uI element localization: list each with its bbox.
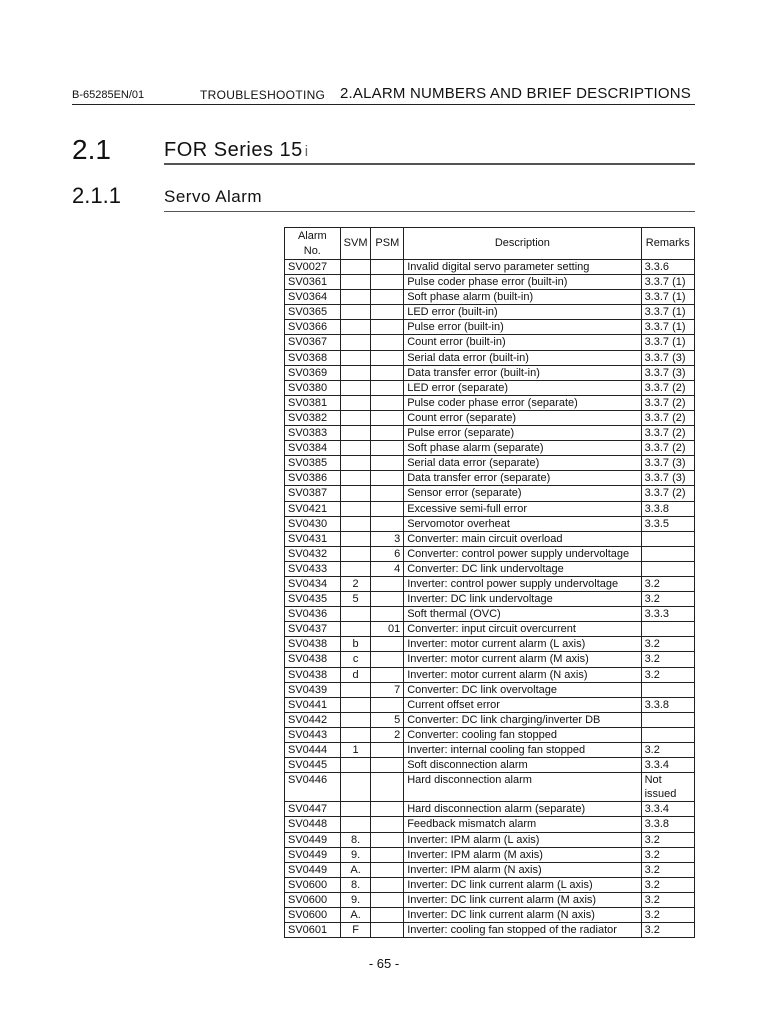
table-row bbox=[285, 802, 695, 817]
psm-cell bbox=[371, 290, 404, 305]
section-title-suffix: i bbox=[304, 143, 309, 160]
alarm-number-cell: SV0439 bbox=[285, 682, 341, 697]
remarks-cell: 3.3.3 bbox=[641, 607, 694, 622]
table-row bbox=[285, 260, 695, 275]
header-divider bbox=[72, 104, 695, 105]
svm-cell bbox=[340, 335, 371, 350]
subsection-number: 2.1.1 bbox=[72, 183, 121, 208]
svm-cell bbox=[340, 471, 371, 486]
remarks-cell: 3.3.7 (2) bbox=[641, 380, 694, 395]
alarm-number-cell: SV0449 bbox=[285, 862, 341, 877]
remarks-cell: 3.2 bbox=[641, 743, 694, 758]
svm-cell: A. bbox=[340, 908, 371, 923]
description-cell: Inverter: DC link current alarm (N axis) bbox=[404, 908, 641, 923]
psm-cell bbox=[371, 516, 404, 531]
psm-cell bbox=[371, 817, 404, 832]
table-row bbox=[285, 892, 695, 907]
description-cell: Invalid digital servo parameter setting bbox=[404, 260, 641, 275]
psm-cell bbox=[371, 275, 404, 290]
description-cell: Converter: main circuit overload bbox=[404, 531, 641, 546]
table-row bbox=[285, 380, 695, 395]
description-cell: Converter: input circuit overcurrent bbox=[404, 622, 641, 637]
remarks-cell: 3.3.7 (2) bbox=[641, 486, 694, 501]
svm-cell bbox=[340, 758, 371, 773]
table-row bbox=[285, 847, 695, 862]
svm-cell bbox=[340, 682, 371, 697]
remarks-cell: 3.3.7 (2) bbox=[641, 426, 694, 441]
header-svm: SVM bbox=[340, 228, 371, 260]
svm-cell: 9. bbox=[340, 892, 371, 907]
table-row bbox=[285, 410, 695, 425]
psm-cell bbox=[371, 335, 404, 350]
psm-cell bbox=[371, 576, 404, 591]
description-cell: Pulse error (separate) bbox=[404, 426, 641, 441]
alarm-number-cell: SV0600 bbox=[285, 892, 341, 907]
table-row bbox=[285, 592, 695, 607]
alarm-number-cell: SV0383 bbox=[285, 426, 341, 441]
table-row bbox=[285, 290, 695, 305]
table-row bbox=[285, 743, 695, 758]
psm-cell bbox=[371, 877, 404, 892]
table-row bbox=[285, 350, 695, 365]
table-row bbox=[285, 395, 695, 410]
table-row bbox=[285, 305, 695, 320]
description-cell: Soft thermal (OVC) bbox=[404, 607, 641, 622]
alarm-number-cell: SV0369 bbox=[285, 365, 341, 380]
svm-cell bbox=[340, 607, 371, 622]
description-cell: Serial data error (separate) bbox=[404, 456, 641, 471]
psm-cell bbox=[371, 802, 404, 817]
table-row bbox=[285, 923, 695, 938]
alarm-number-cell: SV0365 bbox=[285, 305, 341, 320]
svm-cell bbox=[340, 395, 371, 410]
remarks-cell bbox=[641, 622, 694, 637]
page-number: - 65 - bbox=[368, 956, 400, 971]
remarks-cell: 3.2 bbox=[641, 908, 694, 923]
header-remarks: Remarks bbox=[641, 228, 694, 260]
svm-cell bbox=[340, 546, 371, 561]
alarm-number-cell: SV0367 bbox=[285, 335, 341, 350]
alarm-number-cell: SV0433 bbox=[285, 561, 341, 576]
psm-cell: 2 bbox=[371, 727, 404, 742]
alarm-number-cell: SV0386 bbox=[285, 471, 341, 486]
psm-cell bbox=[371, 847, 404, 862]
alarm-number-cell: SV0447 bbox=[285, 802, 341, 817]
svm-cell bbox=[340, 320, 371, 335]
remarks-cell bbox=[641, 712, 694, 727]
remarks-cell: 3.2 bbox=[641, 923, 694, 938]
description-cell: Excessive semi-full error bbox=[404, 501, 641, 516]
table-row bbox=[285, 486, 695, 501]
psm-cell bbox=[371, 923, 404, 938]
alarm-number-cell: SV0445 bbox=[285, 758, 341, 773]
psm-cell bbox=[371, 697, 404, 712]
alarm-number-cell: SV0366 bbox=[285, 320, 341, 335]
table-row bbox=[285, 697, 695, 712]
description-cell: Pulse error (built-in) bbox=[404, 320, 641, 335]
svm-cell bbox=[340, 516, 371, 531]
table-body bbox=[285, 260, 695, 938]
header-chapter-title: 2.ALARM NUMBERS AND BRIEF DESCRIPTIONS bbox=[340, 85, 691, 102]
psm-cell: 01 bbox=[371, 622, 404, 637]
table-row bbox=[285, 908, 695, 923]
svm-cell: 8. bbox=[340, 832, 371, 847]
psm-cell bbox=[371, 410, 404, 425]
description-cell: Feedback mismatch alarm bbox=[404, 817, 641, 832]
svm-cell bbox=[340, 260, 371, 275]
table-row bbox=[285, 817, 695, 832]
table-row bbox=[285, 426, 695, 441]
description-cell: Servomotor overheat bbox=[404, 516, 641, 531]
remarks-cell: 3.3.7 (1) bbox=[641, 305, 694, 320]
svm-cell: A. bbox=[340, 862, 371, 877]
svm-cell: c bbox=[340, 652, 371, 667]
table-row bbox=[285, 471, 695, 486]
header-description: Description bbox=[404, 228, 641, 260]
remarks-cell: 3.3.7 (1) bbox=[641, 290, 694, 305]
psm-cell bbox=[371, 486, 404, 501]
svm-cell bbox=[340, 622, 371, 637]
svm-cell bbox=[340, 727, 371, 742]
table-row bbox=[285, 516, 695, 531]
description-cell: Data transfer error (built-in) bbox=[404, 365, 641, 380]
table-row bbox=[285, 652, 695, 667]
svm-cell: d bbox=[340, 667, 371, 682]
alarm-number-cell: SV0385 bbox=[285, 456, 341, 471]
description-cell: Inverter: cooling fan stopped of the radiator bbox=[404, 923, 641, 938]
remarks-cell bbox=[641, 561, 694, 576]
description-cell: Inverter: DC link undervoltage bbox=[404, 592, 641, 607]
section-number: 2.1 bbox=[72, 134, 111, 165]
psm-cell bbox=[371, 667, 404, 682]
alarm-number-cell: SV0384 bbox=[285, 441, 341, 456]
psm-cell bbox=[371, 607, 404, 622]
alarm-number-cell: SV0443 bbox=[285, 727, 341, 742]
description-cell: Converter: control power supply undervoltage bbox=[404, 546, 641, 561]
description-cell: Inverter: IPM alarm (N axis) bbox=[404, 862, 641, 877]
header-psm: PSM bbox=[371, 228, 404, 260]
table-row bbox=[285, 561, 695, 576]
remarks-cell: 3.3.7 (3) bbox=[641, 365, 694, 380]
svm-cell: 9. bbox=[340, 847, 371, 862]
psm-cell bbox=[371, 456, 404, 471]
remarks-cell: 3.2 bbox=[641, 652, 694, 667]
remarks-cell bbox=[641, 727, 694, 742]
psm-cell bbox=[371, 471, 404, 486]
alarm-number-cell: SV0442 bbox=[285, 712, 341, 727]
table-row bbox=[285, 682, 695, 697]
remarks-cell: 3.2 bbox=[641, 892, 694, 907]
table-row bbox=[285, 576, 695, 591]
svm-cell: 5 bbox=[340, 592, 371, 607]
remarks-cell: 3.3.8 bbox=[641, 817, 694, 832]
remarks-cell: 3.2 bbox=[641, 667, 694, 682]
remarks-cell: 3.3.7 (3) bbox=[641, 350, 694, 365]
alarm-number-cell: SV0446 bbox=[285, 773, 341, 802]
alarm-number-cell: SV0438 bbox=[285, 652, 341, 667]
svm-cell bbox=[340, 817, 371, 832]
svm-cell: F bbox=[340, 923, 371, 938]
section-divider bbox=[164, 163, 695, 165]
alarm-number-cell: SV0368 bbox=[285, 350, 341, 365]
description-cell: Count error (separate) bbox=[404, 410, 641, 425]
description-cell: Serial data error (built-in) bbox=[404, 350, 641, 365]
table-row bbox=[285, 712, 695, 727]
remarks-cell: Not issued bbox=[641, 773, 694, 802]
psm-cell bbox=[371, 260, 404, 275]
psm-cell bbox=[371, 832, 404, 847]
psm-cell bbox=[371, 743, 404, 758]
remarks-cell bbox=[641, 546, 694, 561]
description-cell: Converter: cooling fan stopped bbox=[404, 727, 641, 742]
psm-cell: 3 bbox=[371, 531, 404, 546]
remarks-cell: 3.3.7 (3) bbox=[641, 471, 694, 486]
table-row bbox=[285, 335, 695, 350]
table-header-row bbox=[285, 228, 695, 260]
table-row bbox=[285, 773, 695, 802]
alarm-number-cell: SV0380 bbox=[285, 380, 341, 395]
alarm-number-cell: SV0387 bbox=[285, 486, 341, 501]
svm-cell bbox=[340, 501, 371, 516]
remarks-cell: 3.3.7 (1) bbox=[641, 335, 694, 350]
psm-cell bbox=[371, 426, 404, 441]
remarks-cell: 3.2 bbox=[641, 847, 694, 862]
svm-cell bbox=[340, 426, 371, 441]
alarm-number-cell: SV0421 bbox=[285, 501, 341, 516]
table-row bbox=[285, 365, 695, 380]
alarm-number-cell: SV0437 bbox=[285, 622, 341, 637]
description-cell: Count error (built-in) bbox=[404, 335, 641, 350]
description-cell: Inverter: DC link current alarm (M axis) bbox=[404, 892, 641, 907]
table-row bbox=[285, 637, 695, 652]
table-row bbox=[285, 727, 695, 742]
remarks-cell: 3.3.7 (1) bbox=[641, 320, 694, 335]
remarks-cell: 3.3.7 (1) bbox=[641, 275, 694, 290]
psm-cell bbox=[371, 862, 404, 877]
alarm-number-cell: SV0382 bbox=[285, 410, 341, 425]
table-row bbox=[285, 546, 695, 561]
svm-cell bbox=[340, 531, 371, 546]
table-header bbox=[285, 228, 695, 260]
psm-cell: 4 bbox=[371, 561, 404, 576]
remarks-cell: 3.3.8 bbox=[641, 501, 694, 516]
svm-cell bbox=[340, 365, 371, 380]
psm-cell bbox=[371, 395, 404, 410]
remarks-cell bbox=[641, 531, 694, 546]
psm-cell: 7 bbox=[371, 682, 404, 697]
description-cell: Inverter: IPM alarm (M axis) bbox=[404, 847, 641, 862]
alarm-number-cell: SV0432 bbox=[285, 546, 341, 561]
description-cell: Inverter: motor current alarm (N axis) bbox=[404, 667, 641, 682]
psm-cell bbox=[371, 908, 404, 923]
remarks-cell: 3.2 bbox=[641, 862, 694, 877]
svm-cell bbox=[340, 441, 371, 456]
svm-cell bbox=[340, 561, 371, 576]
section-title bbox=[164, 139, 309, 162]
table-row bbox=[285, 531, 695, 546]
remarks-cell: 3.3.7 (2) bbox=[641, 441, 694, 456]
psm-cell bbox=[371, 365, 404, 380]
alarm-number-cell: SV0449 bbox=[285, 832, 341, 847]
psm-cell bbox=[371, 501, 404, 516]
description-cell: Soft phase alarm (built-in) bbox=[404, 290, 641, 305]
psm-cell bbox=[371, 305, 404, 320]
table-row bbox=[285, 607, 695, 622]
remarks-cell: 3.2 bbox=[641, 832, 694, 847]
alarm-number-cell: SV0600 bbox=[285, 908, 341, 923]
description-cell: Hard disconnection alarm (separate) bbox=[404, 802, 641, 817]
table-row bbox=[285, 275, 695, 290]
table-row bbox=[285, 832, 695, 847]
description-cell: Current offset error bbox=[404, 697, 641, 712]
servo-alarm-table bbox=[284, 227, 695, 938]
svm-cell bbox=[340, 712, 371, 727]
alarm-number-cell: SV0434 bbox=[285, 576, 341, 591]
description-cell: LED error (built-in) bbox=[404, 305, 641, 320]
svm-cell bbox=[340, 305, 371, 320]
remarks-cell: 3.2 bbox=[641, 592, 694, 607]
description-cell: Converter: DC link undervoltage bbox=[404, 561, 641, 576]
header-alarm-line2: No. bbox=[303, 245, 321, 257]
svm-cell: 1 bbox=[340, 743, 371, 758]
psm-cell bbox=[371, 350, 404, 365]
table-row bbox=[285, 456, 695, 471]
alarm-number-cell: SV0438 bbox=[285, 637, 341, 652]
table-row bbox=[285, 667, 695, 682]
svm-cell bbox=[340, 380, 371, 395]
header-alarm-line1: Alarm bbox=[297, 230, 327, 242]
alarm-number-cell: SV0449 bbox=[285, 847, 341, 862]
psm-cell bbox=[371, 441, 404, 456]
alarm-number-cell: SV0600 bbox=[285, 877, 341, 892]
description-cell: Soft phase alarm (separate) bbox=[404, 441, 641, 456]
remarks-cell: 3.3.8 bbox=[641, 697, 694, 712]
alarm-number-cell: SV0027 bbox=[285, 260, 341, 275]
svm-cell bbox=[340, 802, 371, 817]
alarm-number-cell: SV0435 bbox=[285, 592, 341, 607]
document-code: B-65285EN/01 bbox=[72, 89, 145, 101]
remarks-cell: 3.3.6 bbox=[641, 260, 694, 275]
svm-cell bbox=[340, 486, 371, 501]
description-cell: Inverter: DC link current alarm (L axis) bbox=[404, 877, 641, 892]
description-cell: Pulse coder phase error (built-in) bbox=[404, 275, 641, 290]
remarks-cell: 3.3.4 bbox=[641, 758, 694, 773]
subsection-title: Servo Alarm bbox=[164, 187, 263, 206]
table-row bbox=[285, 320, 695, 335]
alarm-number-cell: SV0364 bbox=[285, 290, 341, 305]
header-section-label: TROUBLESHOOTING bbox=[200, 88, 326, 102]
remarks-cell: 3.3.4 bbox=[641, 802, 694, 817]
table-row bbox=[285, 877, 695, 892]
svm-cell bbox=[340, 275, 371, 290]
description-cell: Converter: DC link charging/inverter DB bbox=[404, 712, 641, 727]
psm-cell bbox=[371, 320, 404, 335]
description-cell: Inverter: control power supply undervoltage bbox=[404, 576, 641, 591]
psm-cell: 5 bbox=[371, 712, 404, 727]
description-cell: LED error (separate) bbox=[404, 380, 641, 395]
table-row bbox=[285, 501, 695, 516]
table-row bbox=[285, 441, 695, 456]
remarks-cell: 3.2 bbox=[641, 637, 694, 652]
description-cell: Inverter: internal cooling fan stopped bbox=[404, 743, 641, 758]
psm-cell: 6 bbox=[371, 546, 404, 561]
description-cell: Inverter: motor current alarm (L axis) bbox=[404, 637, 641, 652]
description-cell: Converter: DC link overvoltage bbox=[404, 682, 641, 697]
svm-cell: 8. bbox=[340, 877, 371, 892]
table-row bbox=[285, 862, 695, 877]
svm-cell bbox=[340, 773, 371, 802]
table-row bbox=[285, 622, 695, 637]
svm-cell bbox=[340, 697, 371, 712]
remarks-cell: 3.3.5 bbox=[641, 516, 694, 531]
psm-cell bbox=[371, 592, 404, 607]
remarks-cell: 3.3.7 (2) bbox=[641, 395, 694, 410]
section-title-text: FOR Series 15 bbox=[164, 139, 303, 161]
alarm-number-cell: SV0381 bbox=[285, 395, 341, 410]
psm-cell bbox=[371, 758, 404, 773]
psm-cell bbox=[371, 773, 404, 802]
remarks-cell: 3.3.7 (3) bbox=[641, 456, 694, 471]
description-cell: Inverter: IPM alarm (L axis) bbox=[404, 832, 641, 847]
description-cell: Data transfer error (separate) bbox=[404, 471, 641, 486]
remarks-cell: 3.2 bbox=[641, 877, 694, 892]
remarks-cell: 3.3.7 (2) bbox=[641, 410, 694, 425]
psm-cell bbox=[371, 652, 404, 667]
alarm-number-cell: SV0601 bbox=[285, 923, 341, 938]
alarm-number-cell: SV0361 bbox=[285, 275, 341, 290]
description-cell: Hard disconnection alarm bbox=[404, 773, 641, 802]
table-row bbox=[285, 758, 695, 773]
alarm-number-cell: SV0436 bbox=[285, 607, 341, 622]
description-cell: Sensor error (separate) bbox=[404, 486, 641, 501]
alarm-number-cell: SV0448 bbox=[285, 817, 341, 832]
alarm-number-cell: SV0441 bbox=[285, 697, 341, 712]
alarm-number-cell: SV0444 bbox=[285, 743, 341, 758]
alarm-number-cell: SV0438 bbox=[285, 667, 341, 682]
psm-cell bbox=[371, 637, 404, 652]
description-cell: Soft disconnection alarm bbox=[404, 758, 641, 773]
svm-cell: b bbox=[340, 637, 371, 652]
header-alarm-no bbox=[285, 228, 341, 260]
alarm-number-cell: SV0430 bbox=[285, 516, 341, 531]
psm-cell bbox=[371, 380, 404, 395]
description-cell: Pulse coder phase error (separate) bbox=[404, 395, 641, 410]
svm-cell: 2 bbox=[340, 576, 371, 591]
svm-cell bbox=[340, 350, 371, 365]
psm-cell bbox=[371, 892, 404, 907]
svm-cell bbox=[340, 410, 371, 425]
remarks-cell bbox=[641, 682, 694, 697]
description-cell: Inverter: motor current alarm (M axis) bbox=[404, 652, 641, 667]
svm-cell bbox=[340, 456, 371, 471]
remarks-cell: 3.2 bbox=[641, 576, 694, 591]
svm-cell bbox=[340, 290, 371, 305]
subsection-divider bbox=[164, 211, 695, 212]
alarm-number-cell: SV0431 bbox=[285, 531, 341, 546]
